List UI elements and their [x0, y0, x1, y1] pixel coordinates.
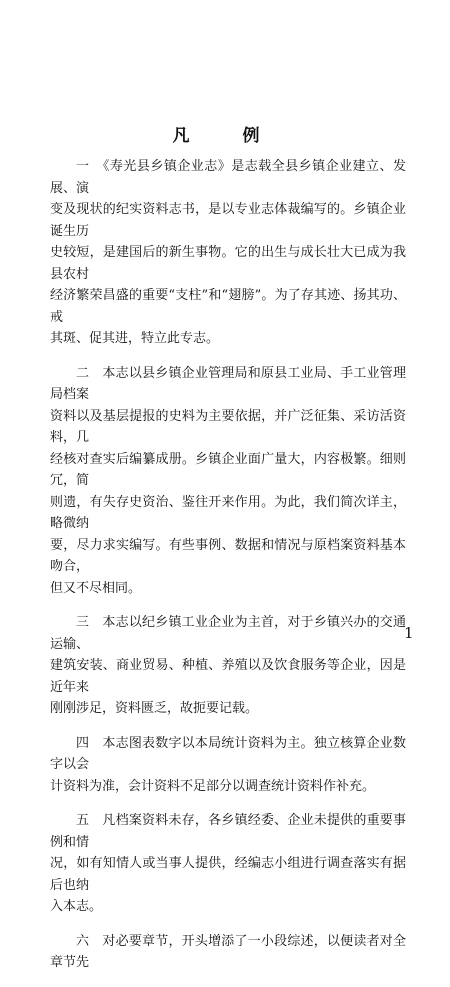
text-line: 五 凡档案资料未存，各乡镇经委、企业未提供的重要事例和情	[50, 813, 406, 850]
text-line: 经核对查实后编纂成册。乡镇企业面广量大，内容极繁。细则冗，简	[50, 451, 406, 488]
page-title: 凡 例	[172, 126, 278, 146]
text-line: 建筑安装、商业贸易、种植、养殖以及饮食服务等企业，因是近年来	[50, 658, 406, 695]
paragraph-5	[50, 810, 406, 918]
text-line: 二 本志以县乡镇企业管理局和原县工业局、手工业管理局档案	[50, 365, 406, 402]
text-line: 资料以及基层提报的史料为主要依据，并广泛征集、采访活资料，几	[50, 408, 406, 445]
text-line: 四 本志图表数字以本局统计资料为主。独立核算企业数字以会	[50, 735, 406, 772]
paragraph-4	[50, 733, 406, 798]
text-line: 史较短，是建国后的新生事物。它的出生与成长壮大已成为我县农村	[50, 245, 406, 282]
text-line: 其斑、促其进，特立此专志。	[50, 331, 220, 346]
text-line: 则遗，有失存史资治、鉴往开来作用。为此，我们简次详主，略微纳	[50, 494, 406, 531]
text-line: 况，如有知情人或当事人提供，经编志小组进行调查落实有据后也纳	[50, 856, 406, 893]
text-line: 一 《寿光县乡镇企业志》是志载全县乡镇企业建立、发展、演	[50, 159, 406, 196]
paragraph-3	[50, 612, 406, 720]
paragraph-2	[50, 363, 406, 600]
text-line: 要，尽力求实编写。有些事例、数据和情况与原档案资料基本吻合，	[50, 537, 406, 574]
text-line: 入本志。	[50, 899, 103, 914]
text-line: 计资料为准，会计资料不足部分以调查统计资料作补充。	[50, 778, 376, 794]
text-line: 刚刚涉足，资料匮乏，故扼要记载。	[50, 701, 259, 716]
document-body	[50, 156, 406, 987]
text-line: 六 对必要章节，开头增添了一小段综述，以便读者对全章节先	[50, 933, 406, 970]
paragraph-1	[50, 156, 406, 350]
text-line: 经济繁荣昌盛的重要“支柱”和“翅膀”。为了存其迹、扬其功、戒	[50, 288, 406, 325]
page-number: 1	[404, 624, 414, 642]
paragraph-6	[50, 931, 406, 974]
text-line: 但又不尽相同。	[50, 580, 142, 596]
text-line: 三 本志以纪乡镇工业企业为主首，对于乡镇兴办的交通运输、	[50, 615, 406, 652]
text-line: 变及现状的纪实资料志书，是以专业志体裁编写的。乡镇企业诞生历	[50, 202, 406, 239]
